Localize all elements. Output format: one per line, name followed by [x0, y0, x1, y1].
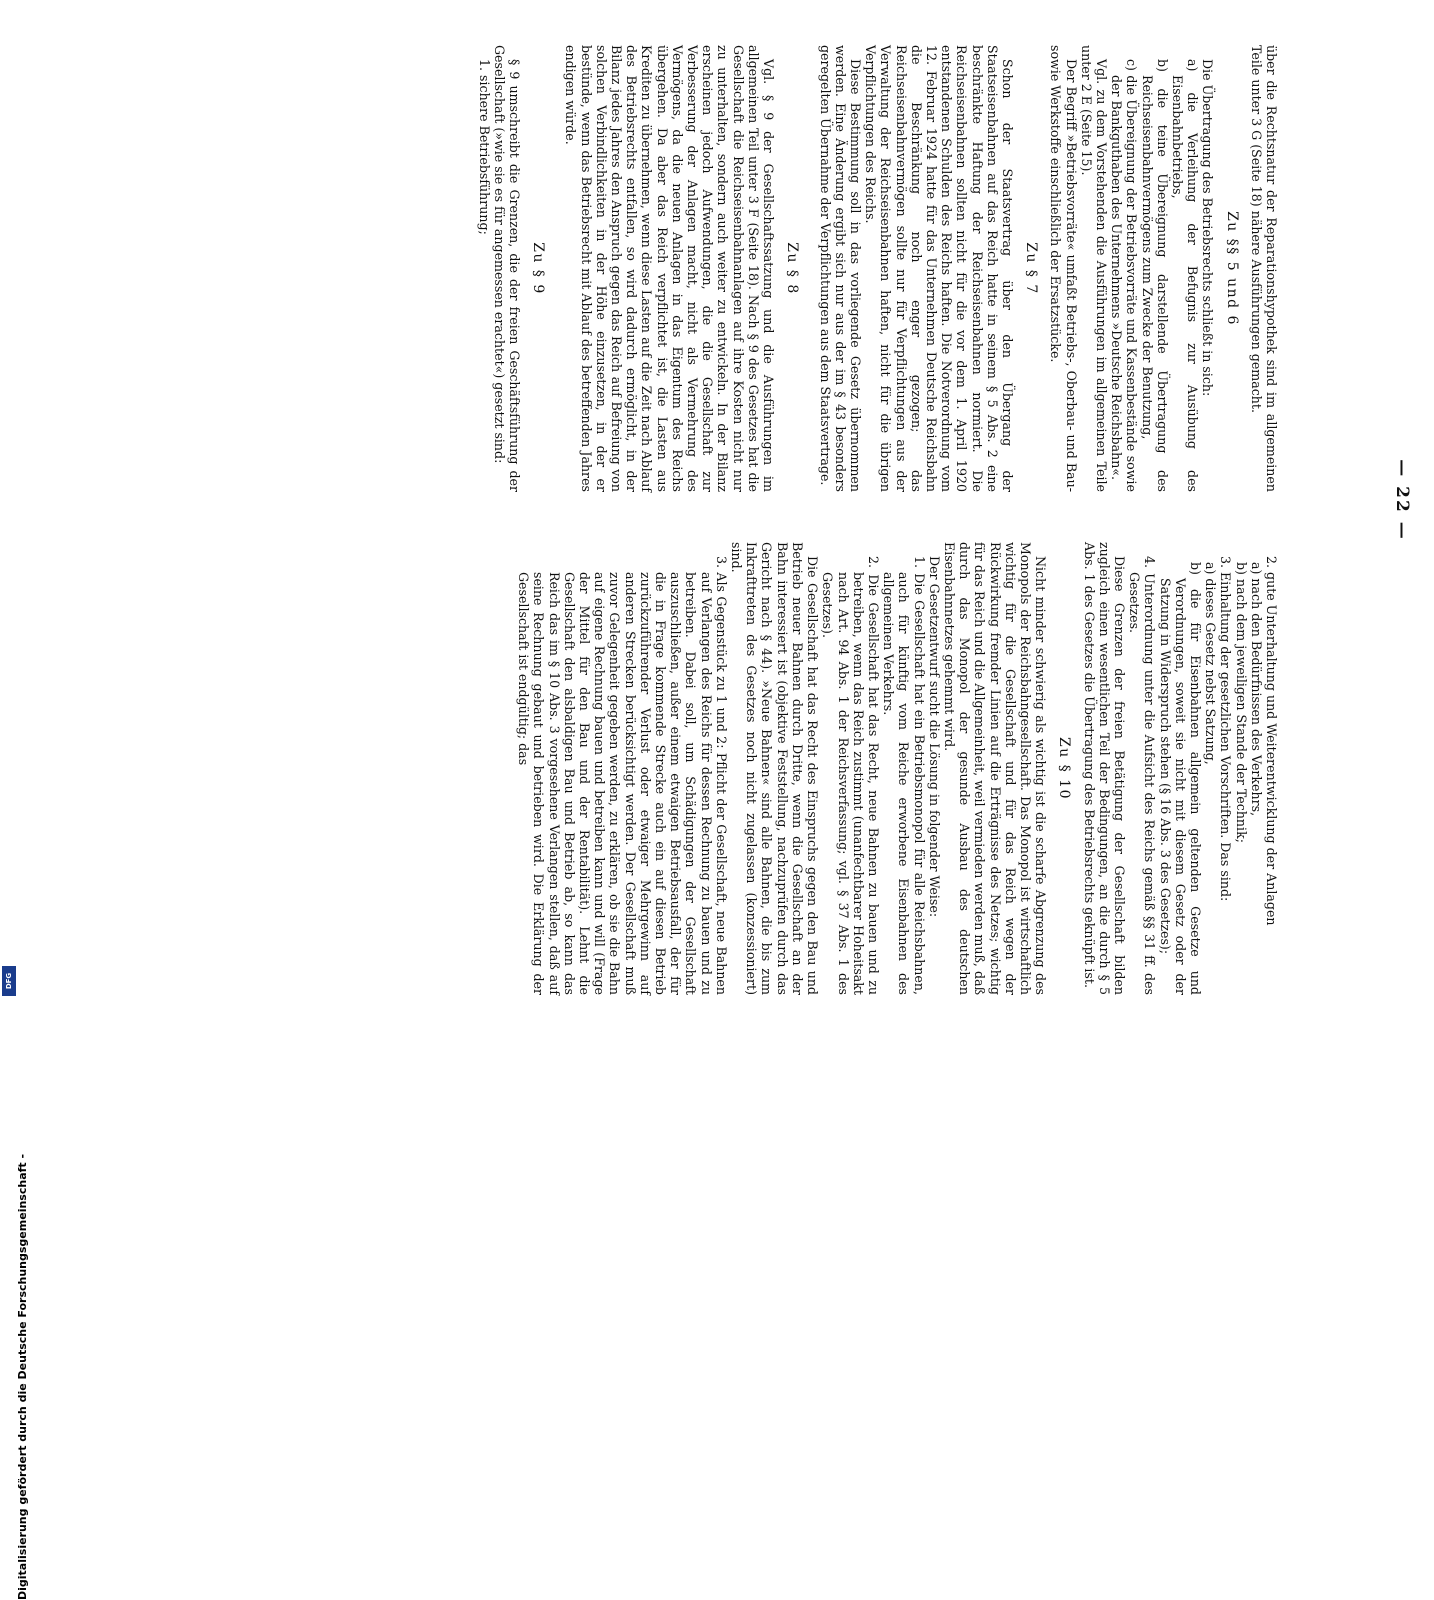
list-item-1: 1. sichere Betriebsführung;	[476, 59, 492, 235]
list-item-2a: a) nach den Bedürfnissen des Verkehrs,	[1248, 562, 1264, 817]
left-paragraph-7: § 9 umschreibt die Grenzen, die der freien Geschäftsführung der Gesellschaft (»wie sie es für angemessen erachtet«) gesetzt sind:	[491, 45, 523, 492]
list-item-3b: b) die für Eisenbahnen allgemein geltenden Gesetze und Verordnungen, soweit sie nicht mit diesem Gesetz oder der Satzung in Widerspruch stehen (§ 16 Abs. 3 des Gesetzes);	[1157, 562, 1203, 995]
heading-zu-5-6: Zu §§ 5 und 6	[1223, 211, 1240, 326]
left-paragraph-5: Diese Bestimmung soll in das vorliegende Gesetz übernommen werden. Eine Änderung ergibt sich nur aus der im § 43 besonders geregelten Übernahme der Verpflichtungen aus dem Staatsvertrage.	[817, 45, 863, 492]
right-paragraph-2: Nicht minder schwierig als wichtig ist die scharfe Abgrenzung des Monopols der Reichsbahngesellschaft. Das Monopol ist wirtschaftlich wichtig für die Gesellschaft und für das Reich wegen der Rückwirkung fremder Linien auf die Erträgnisse des Netzes; wichtig für das Reich und die Allgemeinheit, weil vermieden werden muß, daß durch das Monopol der gesunde Ausbau des deutschen Eisenbahnnetzes gehemmt wird.	[941, 542, 1049, 995]
list-item-2: 2. gute Unterhaltung und Weiterentwicklung der Anlagen	[1264, 556, 1279, 926]
heading-zu-9: Zu § 9	[530, 242, 547, 295]
heading-zu-8: Zu § 8	[784, 242, 801, 295]
left-paragraph-1: Die Übertragung des Betriebsrechts schließt in sich:	[1200, 59, 1216, 397]
list-item-b: b) die teine Übereignung darstellende Übertragung des Reichseisenbahnvermögens zum Zwecke der Benutzung,	[1139, 59, 1170, 492]
right-paragraph-4: Die Gesellschaft hat das Recht des Einspruchs gegen den Bau und Betrieb neuer Bahnen durch Dritte, wenn die Gesellschaft an der Bahn interessiert ist (objektive Feststellung, nachzuprüfen durch das Gericht nach § 44). »Neue Bahnen« sind alle Bahnen, die bis zum Inkrafttreten des Gesetzes noch nicht zugelassen (konzessioniert) sind.	[729, 542, 821, 995]
heading-zu-7: Zu § 7	[1023, 242, 1040, 295]
left-intro-paragraph: über die Rechtsnatur der Reparationshypothek sind im allgemeinen Teile unter 3 G (Seite 18) nähere Ausführungen gemacht.	[1248, 45, 1279, 492]
dfg-logo: DFG	[2, 966, 16, 996]
numbered-item-2: 2. Die Gesellschaft hat das Recht, neue Bahnen zu bauen und zu betreiben, wenn das Reich zustimmt (unanfechtbarer Hoheitsakt nach Art. 94 Abs. 1 der Reichsverfassung; vgl. § 37 Abs. 1 des Gesetzes).	[820, 556, 881, 995]
heading-zu-10: Zu § 10	[1056, 737, 1073, 800]
numbered-item-3: 3. Als Gegenstück zu 1 und 2: Pflicht der Gesellschaft, neue Bahnen auf Verlangen des Reichs für dessen Rechnung zu bauen und zu betreiben. Dabei soll, um Schädigungen der Gesellschaft auszuschließen, außer einem etwaigen Betriebsausfall, der für die in Frage kommende Strecke auch ein auf diesen Betrieb zurückzuführender Verlust oder etwaiger Mehrgewinn auf anderen Strecken berücksichtigt werden. Der Gesellschaft muß zuvor Gelegenheit gegeben werden, zu erklären, ob sie die Bahn auf eigene Rechnung bauen und betreiben kann und will (Frage der Mittel für den Bau und der Rentabilität). Lehnt die Gesellschaft den alsbaldigen Bau und Betrieb ab, so kann das Reich das im § 10 Abs. 3 vorgesehene Verlangen stellen, daß auf seine Rechnung gebaut und betrieben wird. Die Erklärung der Gesellschaft ist endgültig; das	[516, 556, 729, 995]
right-paragraph-1: Diese Grenzen der freien Betätigung der Gesellschaft bilden zugleich einen wesentlichen Teil der Bedingungen, an die durch § 5 Abs. 1 des Gesetzes die Übertragung des Betriebsrechts geknüpft ist.	[1081, 542, 1127, 995]
numbered-item-1: 1. Die Gesellschaft hat ein Betriebsmonopol für alle Reichsbahnen, auch für künftig vom Reiche erworbene Eisenbahnen des allgemeinen Verkehrs.	[881, 556, 927, 995]
left-paragraph-3: Der Begriff »Betriebsvorräte« umfaßt Betriebs-, Oberbau- und Bau- sowie Werkstoffe einschließlich der Ersatzstücke.	[1048, 45, 1079, 492]
list-item-3a: a) dieses Gesetz nebst Satzung,	[1203, 562, 1219, 765]
list-item-2b: b) nach dem jeweiligen Stande der Technik;	[1233, 562, 1249, 843]
left-column	[476, 45, 1279, 492]
left-paragraph-6: Vgl. § 9 der Gesellschaftssatzung und die Ausführungen im allgemeinen Teil unter 3 F (Seite 18). Nach § 9 des Gesetzes hat die Gesellschaft die Reichseisenbahnanlagen auf ihre Kosten nicht nur zu unterhalten, sondern auch weiter zu entwickeln. In der Bilanz erscheinen jedoch Aufwendungen, die die Gesellschaft zur Verbesserung der Anlagen macht, nicht als Vermehrung des Vermögens, da die neuen Anlagen in das Eigentum des Reichs übergehen. Da aber das Reich verpflichtet ist, die Lasten aus Krediten zu übernehmen, wenn diese Lasten auf die Zeit nach Ablauf des Betriebsrechts entfallen, so wird dadurch ermöglicht, in der Bilanz jedes Jahres den Anspruch gegen das Reich auf Befreiung von solchen Verbindlichkeiten in der Höhe einzusetzen, in der er bestünde, wenn das Betriebsrecht mit Ablauf des betreffenden Jahres endigen würde.	[563, 45, 777, 492]
footer-credit-text: Digitalisierung gefördert durch die Deutsche Forschungsgemeinschaft -	[16, 1153, 29, 1600]
left-paragraph-2: Vgl. zu dem Vorstehenden die Ausführungen im allgemeinen Teile unter 2 E (Seite 15).	[1078, 45, 1109, 492]
list-item-a: a) die Verleihung der Befugnis zur Ausübung des Eisenbahnbetriebs,	[1169, 59, 1201, 492]
list-item-c: c) die Übereignung der Betriebsvorräte und Kassenbestände sowie der Bankguthaben des Unternehmens »Deutsche Reichsbahn«.	[1109, 59, 1140, 492]
digitization-footer	[0, 600, 29, 1600]
right-paragraph-3: Der Gesetzentwurf sucht die Lösung in folgender Weise:	[926, 556, 942, 918]
list-item-4: 4. Unterordnung unter die Aufsicht des Reichs gemäß §§ 31 ff. des Gesetzes.	[1127, 556, 1158, 995]
list-item-3: 3. Einhaltung der gesetzlichen Vorschriften. Das sind:	[1218, 556, 1234, 902]
right-column	[516, 542, 1279, 995]
left-paragraph-4: Schon der Staatsvertrag über den Übergang der Staatseisenbahnen auf das Reich hatte in seinem § 5 Abs. 2 eine beschränkte Haftung der Reichseisenbahnen normiert. Die Reichseisenbahnen sollten nicht für die vor dem 1. April 1920 entstandenen Schulden des Reichs haften. Die Notverordnung vom 12. Februar 1924 hatte für das Unternehmen Deutsche Reichsbahn die Beschränkung noch enger gezogen; das Reichseisenbahnvermögen sollte nur für Verpflichtungen aus der Verwaltung der Reichseisenbahnen haften, nicht für die übrigen Verpflichtungen des Reichs.	[863, 45, 1015, 492]
page-number: — 22 —	[1392, 459, 1412, 541]
